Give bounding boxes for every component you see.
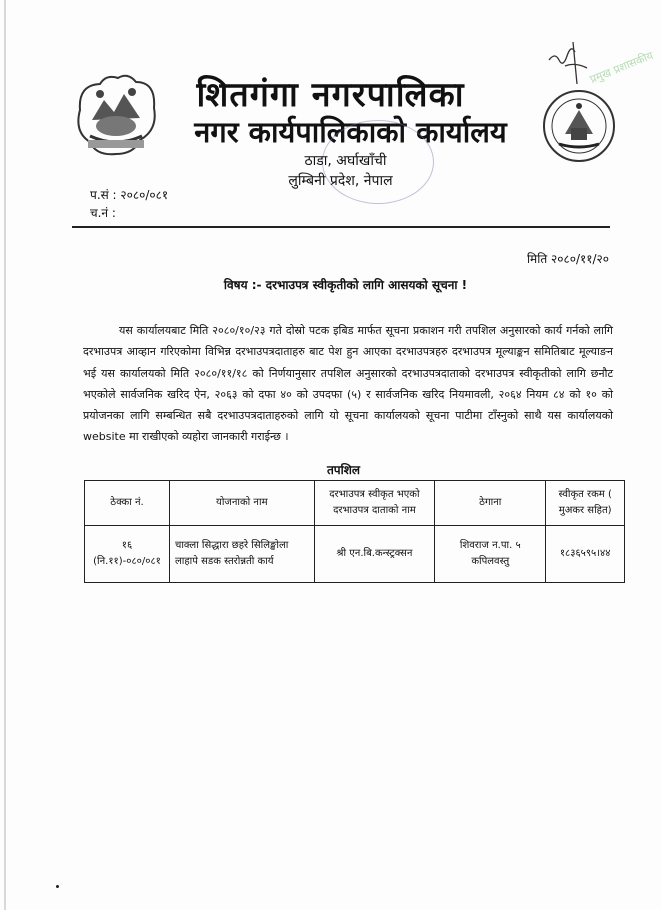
page-title: शितगंगा नगरपालिका (196, 75, 465, 115)
address-line-1: ठाडा, अर्घाखाँची (304, 153, 387, 169)
dispatch-number: च.नं : (90, 206, 116, 220)
office-title: नगर कार्यपालिकाको कार्यालय (194, 115, 507, 149)
table-header-row (85, 481, 625, 526)
table-cell-amount: १८३६५९५।४४ (546, 526, 625, 583)
table-cell-address: शिवराज न.पा. ५ कपिलवस्तु (435, 526, 546, 583)
table-caption: तपशिल (326, 463, 361, 477)
column-header: योजनाको नाम (169, 481, 314, 526)
column-header: ठेक्का नं. (85, 481, 170, 526)
table-cell-contract-no: १६ (नि.११)-०८०/०८१ (85, 526, 170, 583)
header-divider (72, 226, 610, 228)
column-header: स्वीकृत रकम ( मुअकर सहित) (546, 481, 625, 526)
table-cell-project-name: चाक्ला सिद्धारा छहरे सिलिङ्खोला लाहापे सडक स्तरोन्नती कार्य (169, 526, 314, 583)
notice-date: मिति २०८०/११/२० (526, 252, 609, 266)
details-table (84, 480, 625, 583)
table-row (85, 526, 625, 583)
address-line-2: लुम्बिनी प्रदेश, नेपाल (288, 173, 393, 189)
table-cell-bidder-name: श्री एन.बि.कन्स्ट्रक्सन (314, 526, 435, 583)
notice-subject: विषय :- दरभाउपत्र स्वीकृतीको लागि आसयको सूचना ! (223, 278, 468, 292)
scan-mark (56, 885, 59, 888)
green-stamp: प्रमुख प्रशासकीय (588, 48, 656, 87)
reference-number: प.सं : २०८०/०८१ (90, 188, 169, 202)
column-header: दरभाउपत्र स्वीकृत भएको दरभाउपत्र दाताको नाम (314, 481, 435, 526)
notice-body: यस कार्यालयबाट मिति २०८०/१०/२३ गते दोस्रो पटक इबिड मार्फत सूचना प्रकाशन गरी तपशिल अनुसारको कार्य गर्नको लागि दरभाउपत्र आव्हान गरिएकोमा विभिन्न दरभाउपत्रदाताहरु बाट पेश हुन आएका दरभाउपत्रहरु दरभाउपत्र मूल्याङ्कन समितिबाट मूल्याङन भई यस कार्यालयको मिति २०८०/११/१८ को निर्णयानुसार तपशिल अनुसारको दरभाउपत्रदाताको दरभाउपत्र स्वीकृतीको लागि छनौट भएकोले सार्वजनिक खरिद ऐन, २०६३ को दफा ४० को उपदफा (५) र सार्वजनिक खरिद नियमावली, २०६४ नियम ८४ को १० को प्रयोजनका लागि सम्बन्धित सबै दरभाउपत्रदाताहरुको लागि यो सूचना कार्यालयको सूचना पाटीमा टाँस्नुको साथै यस कार्यालयको website मा राखीएको व्यहोरा जानकारी गराईन्छ । (83, 324, 613, 444)
column-header: ठेगाना (435, 481, 546, 526)
